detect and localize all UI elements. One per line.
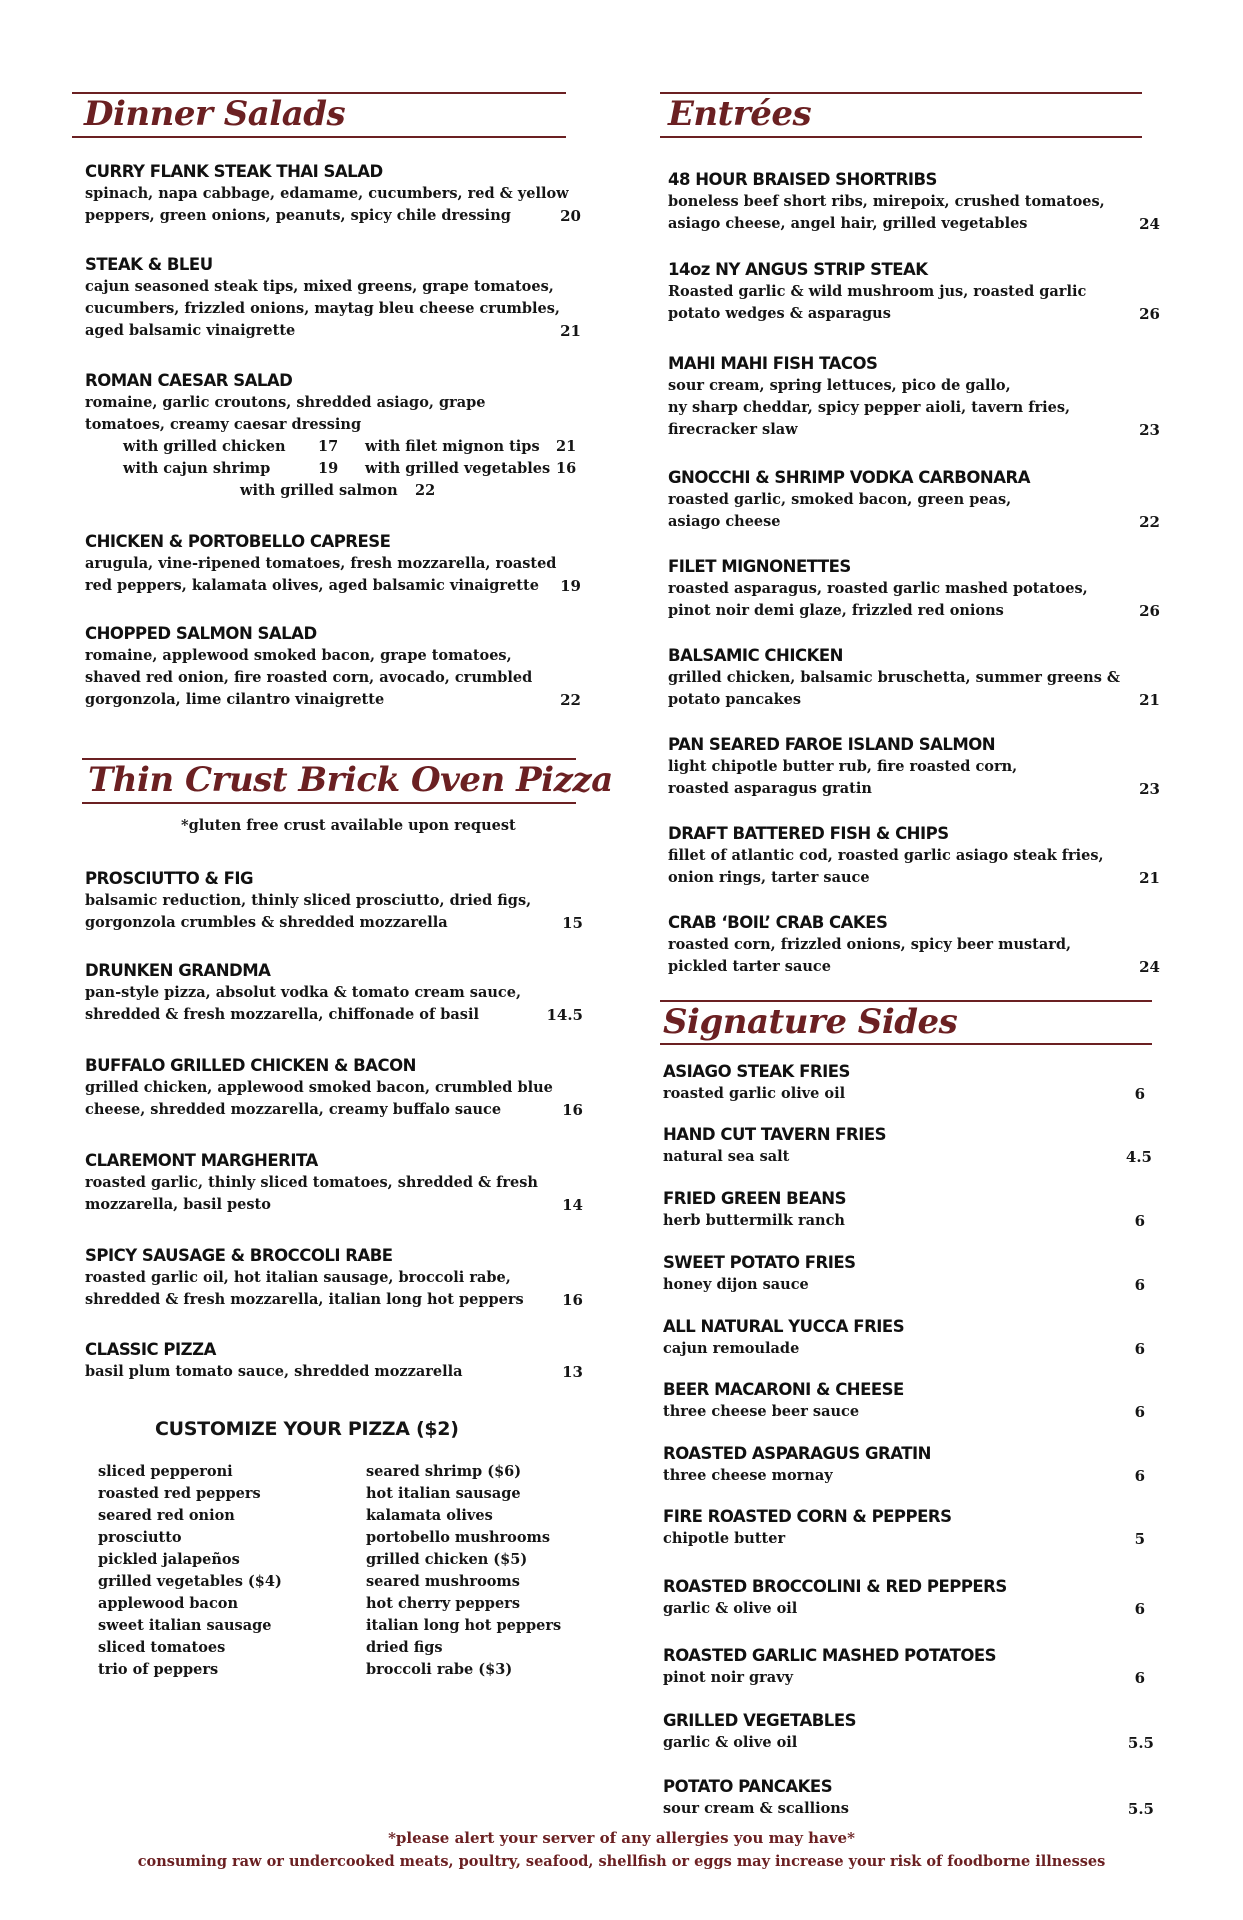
item-desc: shredded & fresh mozzarella, italian long hot peppers [85,1291,524,1308]
menu-item [85,1055,583,1121]
item-price: 16 [562,1101,583,1119]
item-desc: shredded & fresh mozzarella, chiffonade of basil [85,1006,479,1023]
topping: sliced pepperoni [98,1463,233,1480]
menu-item [668,556,1160,622]
item-name: GRILLED VEGETABLES [663,1711,856,1730]
topping: seared red onion [98,1507,235,1524]
side-item [663,1379,1145,1423]
item-price: 23 [1139,780,1160,798]
menu-item [85,370,581,436]
item-desc: pinot noir gravy [663,1669,794,1686]
item-name: CRAB ‘BOIL’ CRAB CAKES [668,913,888,932]
menu-item [85,161,581,227]
item-desc: aged balsamic vinaigrette [85,322,296,339]
item-name: 14oz NY ANGUS STRIP STEAK [668,260,928,279]
item-desc: tomatoes, creamy caesar dressing [85,416,362,433]
toppings-right [366,1461,561,1681]
item-desc: romaine, garlic croutons, shredded asiago, grape [85,394,486,411]
item-desc: roasted garlic olive oil [663,1085,846,1102]
item-name: ROMAN CAESAR SALAD [85,371,293,390]
item-name: BALSAMIC CHICKEN [668,646,843,665]
caesar-option-price: 21 [556,438,577,455]
item-desc: grilled chicken, balsamic bruschetta, summer greens & [668,669,1121,686]
item-desc: shaved red onion, fire roasted corn, avocado, crumbled [85,669,533,686]
item-name: STEAK & BLEU [85,255,213,274]
item-desc: herb buttermilk ranch [663,1212,845,1229]
caesar-option-price: 16 [556,460,577,477]
side-item [663,1316,1145,1360]
item-name: DRAFT BATTERED FISH & CHIPS [668,824,949,843]
side-item [663,1061,1145,1105]
menu-item [668,353,1160,441]
item-desc: firecracker slaw [668,421,798,438]
item-desc: three cheese beer sauce [663,1403,860,1420]
item-desc: fillet of atlantic cod, roasted garlic asiago steak fries, [668,847,1104,864]
item-price: 6 [1134,1669,1145,1687]
caesar-option-price: 22 [415,482,436,499]
item-price: 26 [1139,305,1160,323]
item-desc: arugula, vine-ripened tomatoes, fresh mozzarella, roasted [85,555,557,572]
menu-item [85,1339,583,1383]
menu-item [85,960,583,1026]
item-desc: asiago cheese [668,513,781,530]
item-desc: three cheese mornay [663,1467,833,1484]
section-title: Signature Sides [663,1002,958,1042]
item-price: 23 [1139,421,1160,439]
item-desc: gorgonzola crumbles & shredded mozzarella [85,914,448,931]
item-name: SWEET POTATO FRIES [663,1253,856,1272]
gluten-free-note: *gluten free crust available upon request [181,817,516,834]
item-name: ROASTED ASPARAGUS GRATIN [663,1444,931,1463]
item-price: 5.5 [1127,1800,1154,1818]
caesar-option-price: 19 [318,460,339,477]
item-price: 6 [1134,1600,1145,1618]
item-price: 5 [1134,1530,1145,1548]
item-desc: red peppers, kalamata olives, aged balsamic vinaigrette [85,577,539,594]
entrees-header [660,92,1142,140]
menu-item [85,1245,583,1311]
item-price: 19 [560,577,581,595]
item-desc: basil plum tomato sauce, shredded mozzarella [85,1363,463,1380]
side-item [663,1776,1154,1820]
menu-item [668,169,1160,235]
item-price: 6 [1134,1276,1145,1294]
item-name: FIRE ROASTED CORN & PEPPERS [663,1507,952,1526]
menu-item [85,254,581,342]
menu-item [85,868,583,934]
item-desc: cajun remoulade [663,1340,800,1357]
side-item [663,1188,1145,1232]
sides-header [660,1000,1152,1046]
topping: kalamata olives [366,1507,493,1524]
side-item [663,1576,1145,1620]
header-rule-bottom [72,136,566,138]
item-desc: garlic & olive oil [663,1734,798,1751]
item-name: ASIAGO STEAK FRIES [663,1062,850,1081]
item-name: POTATO PANCAKES [663,1777,833,1796]
item-name: HAND CUT TAVERN FRIES [663,1125,887,1144]
item-price: 24 [1139,958,1160,976]
topping: pickled jalapeños [98,1551,240,1568]
topping: hot italian sausage [366,1485,521,1502]
item-price: 21 [1139,691,1160,709]
item-name: ALL NATURAL YUCCA FRIES [663,1317,905,1336]
item-price: 20 [560,207,581,225]
topping: seared shrimp ($6) [366,1463,522,1480]
topping: prosciutto [98,1529,182,1546]
item-name: CLAREMONT MARGHERITA [85,1151,318,1170]
item-name: FRIED GREEN BEANS [663,1189,846,1208]
topping: broccoli rabe ($3) [366,1661,513,1678]
item-desc: roasted asparagus gratin [668,780,872,797]
menu-item [668,912,1160,978]
item-desc: roasted garlic, thinly sliced tomatoes, shredded & fresh [85,1174,538,1191]
item-desc: onion rings, tarter sauce [668,869,870,886]
item-desc: cheese, shredded mozzarella, creamy buffalo sauce [85,1101,502,1118]
item-price: 21 [560,322,581,340]
dinner-salads-header [72,92,566,140]
item-desc: spinach, napa cabbage, edamame, cucumbers, red & yellow [85,185,569,202]
item-name: FILET MIGNONETTES [668,557,851,576]
topping: italian long hot peppers [366,1617,562,1634]
item-price: 13 [562,1363,583,1381]
item-desc: potato pancakes [668,691,802,708]
item-name: BEER MACARONI & CHEESE [663,1380,904,1399]
item-name: ROASTED GARLIC MASHED POTATOES [663,1646,997,1665]
customize-title: CUSTOMIZE YOUR PIZZA ($2) [155,1418,459,1440]
item-desc: roasted garlic, smoked bacon, green peas, [668,491,1012,508]
item-desc: boneless beef short ribs, mirepoix, crushed tomatoes, [668,193,1105,210]
item-desc: gorgonzola, lime cilantro vinaigrette [85,691,385,708]
topping: roasted red peppers [98,1485,261,1502]
topping: sweet italian sausage [98,1617,272,1634]
allergy-notice: *please alert your server of any allergies you may have* [388,1829,855,1847]
item-desc: natural sea salt [663,1148,790,1165]
item-desc: pinot noir demi glaze, frizzled red onions [668,602,1004,619]
item-name: SPICY SAUSAGE & BROCCOLI RABE [85,1246,393,1265]
side-item [663,1645,1145,1689]
side-item [663,1124,1152,1168]
menu-item [668,645,1160,711]
topping: seared mushrooms [366,1573,520,1590]
item-desc: roasted asparagus, roasted garlic mashed potatoes, [668,580,1088,597]
item-desc: romaine, applewood smoked bacon, grape tomatoes, [85,647,512,664]
topping: hot cherry peppers [366,1595,520,1612]
topping: portobello mushrooms [366,1529,550,1546]
caesar-option: with filet mignon tips [365,438,540,455]
menu-item [668,259,1160,325]
menu-item [85,531,581,597]
item-desc: pickled tarter sauce [668,958,831,975]
item-desc: cajun seasoned steak tips, mixed greens, grape tomatoes, [85,278,554,295]
item-price: 22 [560,691,581,709]
item-desc: sour cream, spring lettuces, pico de gallo, [668,377,1011,394]
side-item [663,1506,1145,1550]
section-title: Entrées [668,94,812,134]
item-desc: Roasted garlic & wild mushroom jus, roasted garlic [668,283,1087,300]
caesar-option: with grilled salmon [240,482,398,499]
item-name: CURRY FLANK STEAK THAI SALAD [85,162,383,181]
menu-item [85,1150,583,1216]
item-price: 4.5 [1125,1148,1152,1166]
item-desc: cucumbers, frizzled onions, maytag bleu cheese crumbles, [85,300,560,317]
header-rule-bottom [82,802,576,804]
caesar-option: with grilled chicken [123,438,286,455]
topping: grilled vegetables ($4) [98,1573,282,1590]
item-desc: roasted garlic oil, hot italian sausage, broccoli rabe, [85,1269,511,1286]
item-price: 6 [1134,1085,1145,1103]
item-price: 14 [562,1196,583,1214]
foodborne-warning: consuming raw or undercooked meats, poultry, seafood, shellfish or eggs may increase your risk of foodborne illnesses [137,1853,1106,1870]
item-name: ROASTED BROCCOLINI & RED PEPPERS [663,1577,1007,1596]
item-desc: balsamic reduction, thinly sliced prosciutto, dried figs, [85,892,532,909]
item-price: 6 [1134,1340,1145,1358]
item-desc: peppers, green onions, peanuts, spicy chile dressing [85,207,511,224]
item-desc: grilled chicken, applewood smoked bacon, crumbled blue [85,1079,553,1096]
item-name: BUFFALO GRILLED CHICKEN & BACON [85,1056,416,1075]
item-desc: sour cream & scallions [663,1800,849,1817]
item-name: CLASSIC PIZZA [85,1340,216,1359]
item-desc: light chipotle butter rub, fire roasted corn, [668,758,1018,775]
item-price: 6 [1134,1212,1145,1230]
item-desc: mozzarella, basil pesto [85,1196,271,1213]
item-desc: potato wedges & asparagus [668,305,891,322]
item-name: MAHI MAHI FISH TACOS [668,354,878,373]
item-desc: pan-style pizza, absolut vodka & tomato cream sauce, [85,984,522,1001]
item-desc: honey dijon sauce [663,1276,809,1293]
item-price: 6 [1134,1403,1145,1421]
section-title: Thin Crust Brick Oven Pizza [88,760,613,800]
item-desc: roasted corn, frizzled onions, spicy beer mustard, [668,936,1072,953]
menu-item [668,734,1160,800]
item-price: 15 [562,914,583,932]
item-name: 48 HOUR BRAISED SHORTRIBS [668,170,937,189]
item-price: 26 [1139,602,1160,620]
item-price: 24 [1139,215,1160,233]
topping: dried figs [366,1639,443,1656]
header-rule-bottom [660,136,1142,138]
topping: applewood bacon [98,1595,238,1612]
pizza-header [82,758,613,806]
item-name: DRUNKEN GRANDMA [85,961,271,980]
item-name: PROSCIUTTO & FIG [85,869,254,888]
item-name: CHICKEN & PORTOBELLO CAPRESE [85,532,391,551]
item-price: 22 [1139,513,1160,531]
topping: sliced tomatoes [98,1639,226,1656]
item-desc: chipotle butter [663,1530,786,1547]
topping: grilled chicken ($5) [366,1551,528,1568]
topping: trio of peppers [98,1661,219,1678]
toppings-left [98,1461,282,1681]
caesar-option-price: 17 [318,438,339,455]
side-item [663,1710,1154,1754]
side-item [663,1443,1145,1487]
section-title: Dinner Salads [84,94,346,134]
caesar-option: with grilled vegetables [365,460,551,477]
header-rule-bottom [660,1043,1152,1045]
item-name: GNOCCHI & SHRIMP VODKA CARBONARA [668,468,1030,487]
item-price: 5.5 [1127,1734,1154,1752]
item-desc: asiago cheese, angel hair, grilled vegetables [668,215,1028,232]
item-price: 21 [1139,869,1160,887]
item-desc: ny sharp cheddar, spicy pepper aioli, tavern fries, [668,399,1071,416]
menu-item [668,823,1160,889]
item-name: CHOPPED SALMON SALAD [85,624,317,643]
caesar-option: with cajun shrimp [123,460,271,477]
item-desc: garlic & olive oil [663,1600,798,1617]
menu-item [85,623,581,711]
menu-item [668,467,1160,533]
item-price: 14.5 [546,1006,583,1024]
side-item [663,1252,1145,1296]
item-price: 16 [562,1291,583,1309]
item-price: 6 [1134,1467,1145,1485]
item-name: PAN SEARED FAROE ISLAND SALMON [668,735,996,754]
